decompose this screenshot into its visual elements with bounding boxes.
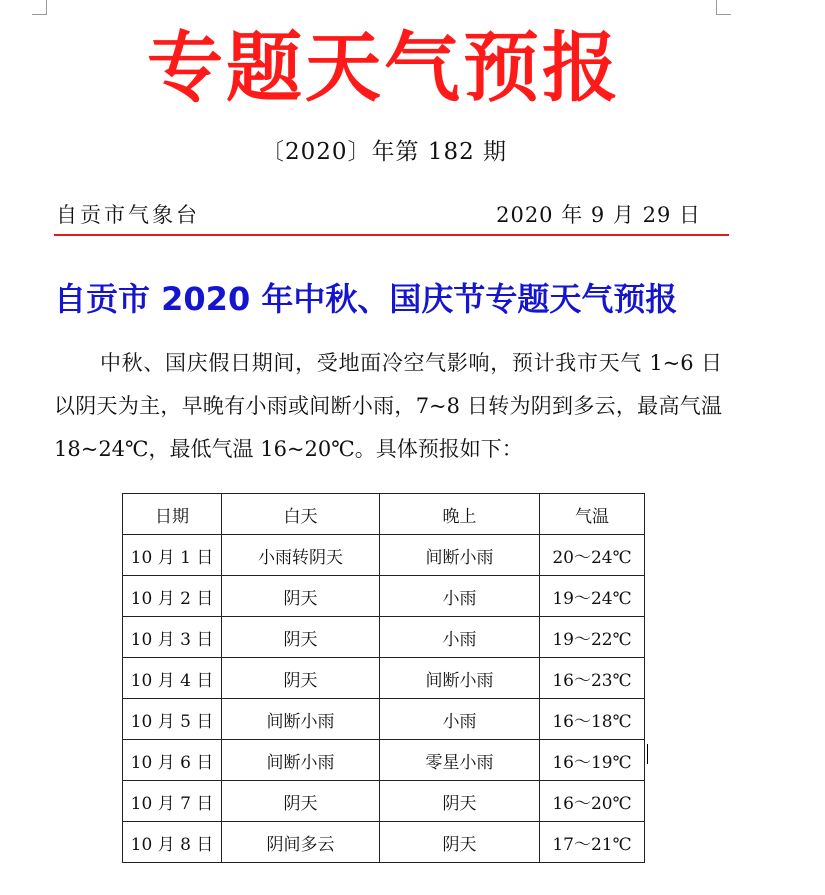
table-row [123, 699, 645, 740]
cell-daytime: 阴天 [222, 658, 380, 699]
cell-temperature: 16～23℃ [540, 658, 645, 699]
bulletin-title: 专题天气预报 [147, 23, 621, 112]
header-date: 日期 [123, 494, 222, 535]
cell-night: 零星小雨 [380, 740, 540, 781]
cell-date: 10 月 6 日 [123, 740, 222, 781]
table-row [123, 740, 645, 781]
cell-temperature: 19～24℃ [540, 576, 645, 617]
page-corner-mark-right [716, 0, 731, 15]
table-row [123, 617, 645, 658]
cell-date: 10 月 8 日 [123, 822, 222, 863]
article-headline: 自贡市 2020 年中秋、国庆节专题天气预报 [54, 280, 678, 318]
cell-temperature: 20～24℃ [540, 535, 645, 576]
issue-number: 〔2020〕年第 182 期 [260, 139, 508, 165]
table-row [123, 822, 645, 863]
cell-daytime: 阴间多云 [222, 822, 380, 863]
header-divider [54, 234, 729, 236]
cell-night: 阴天 [380, 781, 540, 822]
table-row [123, 535, 645, 576]
cell-daytime: 阴天 [222, 781, 380, 822]
cell-daytime: 间断小雨 [222, 699, 380, 740]
cell-night: 间断小雨 [380, 658, 540, 699]
cell-night: 小雨 [380, 699, 540, 740]
page-corner-mark-left [32, 0, 47, 15]
cell-night: 阴天 [380, 822, 540, 863]
cell-temperature: 16～18℃ [540, 699, 645, 740]
cell-daytime: 小雨转阴天 [222, 535, 380, 576]
issuing-organization: 自贡市气象台 [56, 203, 200, 227]
cell-date: 10 月 5 日 [123, 699, 222, 740]
table-row [123, 781, 645, 822]
cell-date: 10 月 1 日 [123, 535, 222, 576]
cell-date: 10 月 7 日 [123, 781, 222, 822]
table-header-row [123, 494, 645, 535]
table-row [123, 576, 645, 617]
cell-temperature: 16～20℃ [540, 781, 645, 822]
cell-temperature: 19～22℃ [540, 617, 645, 658]
forecast-table-body [123, 535, 645, 863]
cell-night: 小雨 [380, 617, 540, 658]
cell-night: 间断小雨 [380, 535, 540, 576]
cell-daytime: 阴天 [222, 576, 380, 617]
table-row [123, 658, 645, 699]
cell-date: 10 月 2 日 [123, 576, 222, 617]
forecast-table [122, 493, 645, 863]
header-daytime: 白天 [222, 494, 380, 535]
article-paragraph: 中秋、国庆假日期间，受地面冷空气影响，预计我市天气 1~6 日以阴天为主，早晚有小雨或间断小雨，7~8 日转为阴到多云，最高气温 18~24℃，最低气温 16~20℃。具体预报如下： [54, 351, 722, 461]
cell-date: 10 月 3 日 [123, 617, 222, 658]
cell-date: 10 月 4 日 [123, 658, 222, 699]
header-night: 晚上 [380, 494, 540, 535]
issue-date: 2020 年 9 月 29 日 [496, 203, 701, 227]
cell-night: 小雨 [380, 576, 540, 617]
cell-daytime: 阴天 [222, 617, 380, 658]
text-cursor [647, 744, 648, 764]
cell-temperature: 16～19℃ [540, 740, 645, 781]
cell-temperature: 17～21℃ [540, 822, 645, 863]
header-temperature: 气温 [540, 494, 645, 535]
cell-daytime: 间断小雨 [222, 740, 380, 781]
